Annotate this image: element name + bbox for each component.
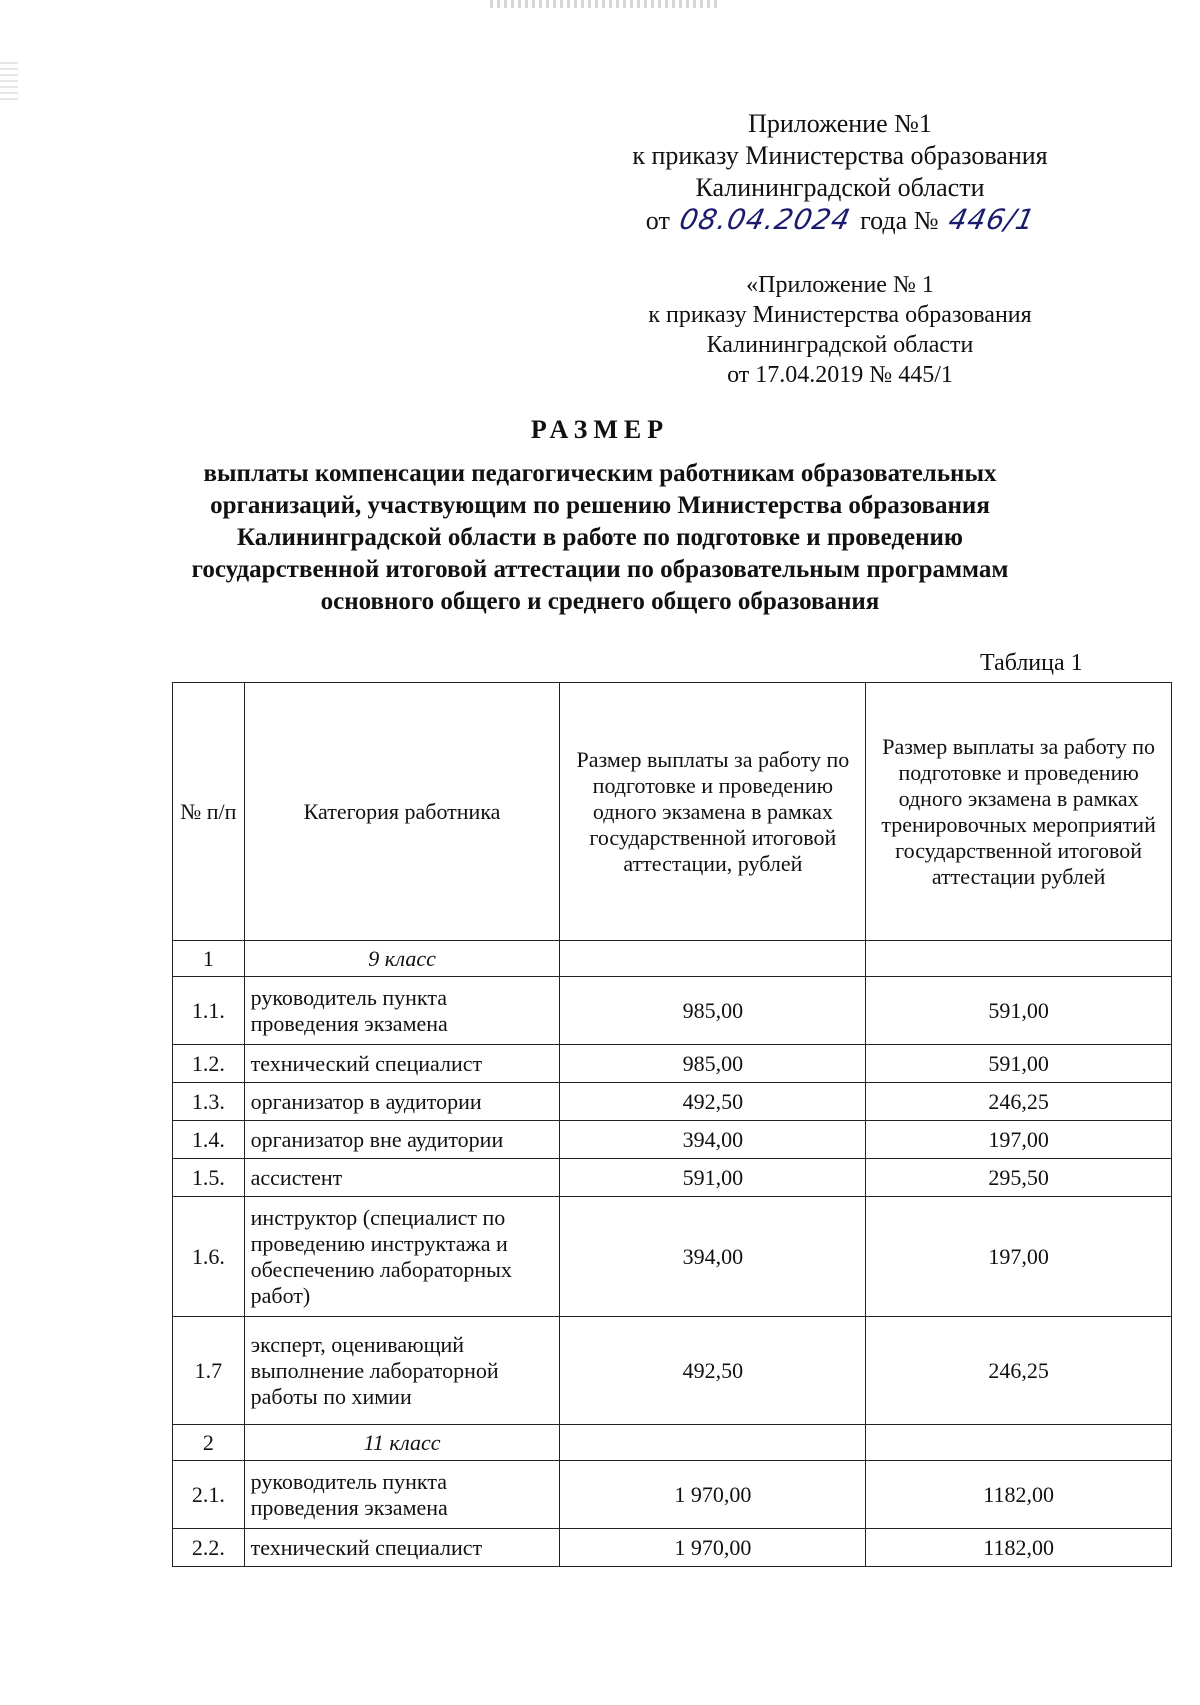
appendix-region-line: Калининградской области — [695, 173, 985, 202]
table-row — [173, 1045, 1172, 1083]
table-row — [173, 1425, 1172, 1461]
table-row — [173, 941, 1172, 977]
row-value1: 492,50 — [560, 1317, 866, 1425]
prev-appendix-region-line: Калининградской области — [706, 332, 974, 358]
row-value1: 985,00 — [560, 1045, 866, 1083]
prev-appendix-title: «Приложение № 1 — [746, 272, 934, 298]
row-num: 1.4. — [173, 1121, 245, 1159]
row-num: 1.6. — [173, 1197, 245, 1317]
row-num: 2 — [173, 1425, 245, 1461]
row-value1: 985,00 — [560, 977, 866, 1045]
row-value1: 1 970,00 — [560, 1461, 866, 1529]
handwritten-date: 08.04.2024 — [676, 203, 854, 236]
table-row — [173, 1197, 1172, 1317]
header-num: № п/п — [173, 683, 245, 941]
row-category: технический специалист — [244, 1529, 560, 1567]
header-value1: Размер выплаты за работу по подготовке и проведению одного экзамена в рамках государственной итоговой аттестации, рублей — [560, 683, 866, 941]
row-value1 — [560, 941, 866, 977]
row-value1: 591,00 — [560, 1159, 866, 1197]
row-value2: 1182,00 — [866, 1461, 1172, 1529]
table-caption: Таблица 1 — [980, 650, 1083, 676]
row-num: 1.2. — [173, 1045, 245, 1083]
prev-appendix-order-line: к приказу Министерства образования — [648, 302, 1032, 328]
row-category: технический специалист — [244, 1045, 560, 1083]
row-category: организатор в аудитории — [244, 1083, 560, 1121]
row-category: 9 класс — [244, 941, 560, 977]
handwritten-number: 446/1 — [945, 203, 1038, 236]
row-value1: 492,50 — [560, 1083, 866, 1121]
row-value2: 246,25 — [866, 1083, 1172, 1121]
table-row — [173, 1317, 1172, 1425]
appendix-title: Приложение №1 — [748, 109, 932, 138]
subtitle-line: Калининградской области в работе по подготовке и проведению — [236, 524, 964, 551]
row-category: 11 класс — [244, 1425, 560, 1461]
document-subtitle — [120, 458, 1080, 618]
row-value2: 295,50 — [866, 1159, 1172, 1197]
row-value2: 246,25 — [866, 1317, 1172, 1425]
row-value2 — [866, 941, 1172, 977]
scan-artifact — [490, 0, 720, 8]
row-value2: 591,00 — [866, 1045, 1172, 1083]
subtitle-line: организаций, участвующим по решению Министерства образования — [210, 492, 990, 519]
row-value2: 1182,00 — [866, 1529, 1172, 1567]
table-row — [173, 1529, 1172, 1567]
row-category: инструктор (специалист по проведению инструктажа и обеспечению лабораторных работ) — [244, 1197, 560, 1317]
row-num: 2.1. — [173, 1461, 245, 1529]
row-category: ассистент — [244, 1159, 560, 1197]
appendix-order-line: к приказу Министерства образования — [632, 141, 1048, 170]
row-value2 — [866, 1425, 1172, 1461]
payment-table — [172, 682, 1172, 1567]
row-category: эксперт, оценивающий выполнение лабораторной работы по химии — [244, 1317, 560, 1425]
row-value2: 197,00 — [866, 1121, 1172, 1159]
appendix-header-previous — [580, 270, 1100, 390]
subtitle-line: основного общего и среднего общего образования — [320, 588, 880, 615]
row-value1: 394,00 — [560, 1197, 866, 1317]
row-value2: 197,00 — [866, 1197, 1172, 1317]
prev-appendix-date-line: от 17.04.2019 № 445/1 — [727, 362, 953, 388]
header-value2: Размер выплаты за работу по подготовке и проведению одного экзамена в рамках тренировочных мероприятий государственной итоговой аттестации рублей — [866, 683, 1172, 941]
header-category: Категория работника — [244, 683, 560, 941]
appendix-date-line — [580, 204, 1100, 237]
scan-artifact-left — [0, 60, 18, 100]
row-num: 2.2. — [173, 1529, 245, 1567]
row-num: 1.3. — [173, 1083, 245, 1121]
appendix-header-current — [580, 108, 1100, 237]
document-title: РАЗМЕР — [530, 415, 670, 444]
table-row — [173, 1159, 1172, 1197]
row-num: 1 — [173, 941, 245, 977]
row-num: 1.7 — [173, 1317, 245, 1425]
row-category: организатор вне аудитории — [244, 1121, 560, 1159]
table-row — [173, 1083, 1172, 1121]
row-category: руководитель пункта проведения экзамена — [244, 977, 560, 1045]
year-label: года № — [860, 206, 939, 235]
row-value1: 394,00 — [560, 1121, 866, 1159]
table-row — [173, 1121, 1172, 1159]
row-value1 — [560, 1425, 866, 1461]
table-row — [173, 977, 1172, 1045]
row-num: 1.1. — [173, 977, 245, 1045]
subtitle-line: государственной итоговой аттестации по образовательным программам — [191, 556, 1009, 583]
row-num: 1.5. — [173, 1159, 245, 1197]
table-header-row — [173, 683, 1172, 941]
table-row — [173, 1461, 1172, 1529]
row-value2: 591,00 — [866, 977, 1172, 1045]
row-value1: 1 970,00 — [560, 1529, 866, 1567]
subtitle-line: выплаты компенсации педагогическим работникам образовательных — [203, 460, 997, 487]
row-category: руководитель пункта проведения экзамена — [244, 1461, 560, 1529]
date-prefix: от — [645, 206, 670, 235]
